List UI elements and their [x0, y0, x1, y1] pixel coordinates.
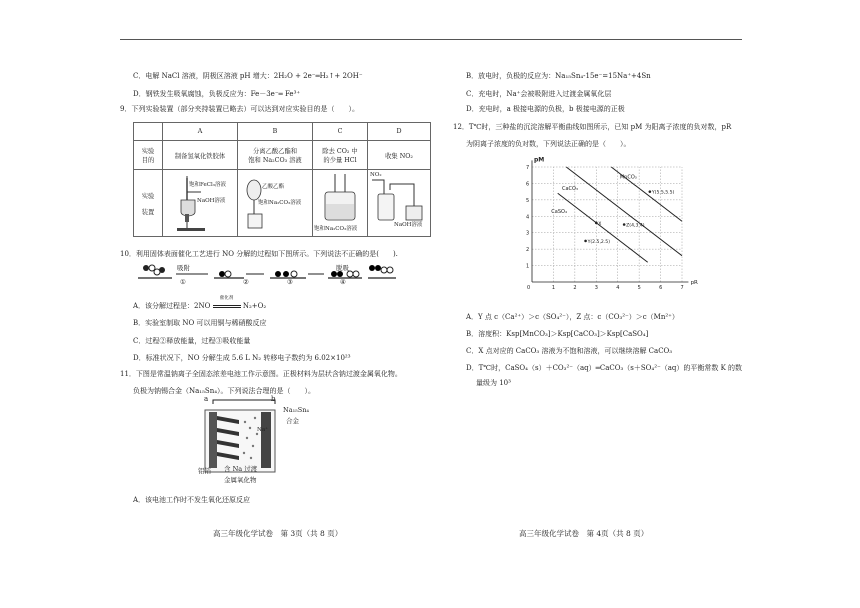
q11-option-a: A．该电池工作时不发生氧化还原反应: [133, 496, 251, 504]
step-2: ②: [243, 278, 249, 286]
q12-option-d-line1: D．T℃时，CaSO₄（s）＋CO₃²⁻（aq）═CaCO₃（s＋SO₄²⁻（aq）的平衡常数 K 的数: [466, 364, 743, 372]
alloy-label: Na₁₅Sn₄: [283, 406, 310, 414]
q11-option-b: B．放电时，负极的反应为：Na₁₅Sn₄-15e⁻=15Na⁺+4Sn: [466, 72, 651, 80]
row-label-purpose: 实验 目的: [134, 141, 163, 170]
x-tick-label: 5: [637, 285, 641, 291]
data-point-label: Y(5.5,5.5): [651, 190, 675, 196]
electrode-b-label: b: [271, 395, 276, 403]
y-axis-label: pM: [534, 156, 545, 164]
q10-stem: 10．利用固体表面催化工艺进行 NO 分解的过程如下图所示。下列说法不正确的是( ).: [120, 250, 398, 258]
q12-option-c: C．X 点对应的 CaCO₃ 溶液为不饱和溶液，可以继续溶解 CaCO₃: [466, 347, 673, 355]
step-desorb-label: 脱吸: [336, 264, 349, 272]
series-label: CaSO₄: [551, 209, 567, 215]
oxide-label-1: 含 Na 过渡: [224, 465, 258, 473]
q8-option-d: D．钢铁发生吸氧腐蚀，负极反应为：Fe－3e⁻═ Fe³⁺: [133, 90, 301, 98]
electrode-a-label: a: [204, 395, 209, 403]
purpose-a: 制备氢氧化铁胶体: [163, 141, 238, 170]
apparatus-a: [163, 170, 238, 237]
apparatus-c-drawing: [315, 170, 365, 234]
label-no2: NO₂: [370, 172, 382, 178]
label-fecl3: 饱和FeCl₃溶液: [189, 182, 226, 188]
ion-label: Na⁺: [257, 427, 268, 433]
purpose-b: 分离乙酸乙酯和 饱和 Na₂CO₃ 溶液: [238, 141, 313, 170]
q8-option-c: C．电解 NaCl 溶液，阴极区溶液 pH 增大：2H₂O + 2e⁻═H₂↑+ 2OH⁻: [133, 72, 363, 80]
x-tick-label: 7: [680, 285, 684, 291]
q12-option-a: A．Y 点 c（Ca²⁺）＞c（SO₄²⁻），Z 点：c（CO₃²⁻）＞c（Mn²⁺）: [466, 313, 679, 321]
oxide-label-2: 金属氧化物: [224, 476, 257, 484]
q10-option-c: C．过程②释放能量，过程③吸收能量: [133, 337, 251, 345]
q12-stem-line2: 为阴离子浓度的负对数，下列说法正确的是（ ）。: [466, 140, 631, 148]
q11-option-d: D．充电时，a 极接电源的负极，b 极接电源的正极: [466, 105, 625, 113]
q12-option-d-line2: 量级为 10³: [476, 379, 511, 387]
foil-label: 铝箔: [198, 467, 211, 475]
table-corner: [134, 123, 163, 141]
y-tick-label: 2: [526, 247, 530, 254]
series-label: CaCO₃: [562, 186, 578, 192]
x-tick-label: 1: [551, 285, 556, 291]
x-tick-label: 3: [594, 285, 598, 291]
x-axis-label: pR: [690, 280, 698, 286]
apparatus-b: [238, 170, 313, 237]
step-adsorb-label: 吸附: [177, 264, 190, 272]
q9-stem: 9．下列实验装置（部分夹持装置已略去）可以达到对应实验目的是（ ）。: [120, 105, 359, 113]
x-tick-label: 6: [659, 285, 663, 291]
table-header-c: C: [313, 123, 368, 141]
data-point: [584, 240, 587, 243]
data-point-label: X: [598, 221, 602, 227]
q10-option-a: A．该分解过程是：2NO 催化剂 N₂+O₂: [133, 296, 267, 310]
step-4: ④: [340, 278, 346, 286]
table-header-a: A: [163, 123, 238, 141]
label-naoh: NaOH溶液: [197, 198, 226, 204]
label-ethyl-acetate: 乙酸乙酯: [262, 184, 285, 190]
y-tick-label: 1: [526, 263, 530, 270]
q11-stem-line2: 负极为钠锡合金（Na₁₅Sn₄）。下列说法合理的是（ ）。: [133, 387, 316, 395]
q10-option-d: D．标准状况下，NO 分解生成 5.6 L N₂ 转移电子数约为 6.02×10²³: [133, 354, 351, 362]
x-tick-label: 0: [527, 285, 531, 291]
right-footer: 高三年级化学试卷 第 4页（共 8 页）: [519, 529, 649, 538]
apparatus-d: [368, 170, 431, 237]
y-tick-label: 4: [526, 214, 530, 221]
alloy-label-2: 合金: [286, 417, 299, 425]
label-na2co3-b: 饱和Na₂CO₃溶液: [258, 200, 302, 206]
x-tick-label: 2: [573, 285, 577, 291]
row-label-apparatus: 实验 装置: [134, 170, 163, 237]
q11-stem-line1: 11．下图是常温钠离子全固态浓差电池工作示意图。正极材料为层状含钠过渡金属氧化物。: [120, 370, 402, 378]
table-header-d: D: [368, 123, 431, 141]
catalyst-label: 催化剂: [219, 296, 234, 301]
step-1: ①: [180, 278, 186, 286]
q10-option-b: B．实验室制取 NO 可以用铜与稀硝酸反应: [133, 319, 267, 327]
q12-option-b: B．溶度积：Ksp[MnCO₃]＞Ksp[CaCO₃]＞Ksp[CaSO₄]: [466, 330, 649, 338]
label-naoh-d: NaOH溶液: [394, 222, 423, 228]
x-tick-label: 4: [616, 285, 620, 291]
y-tick-label: 5: [526, 197, 530, 204]
data-point-label: Y(2.5,2.5): [587, 239, 611, 245]
data-point: [595, 222, 598, 225]
y-tick-label: 7: [526, 165, 530, 171]
data-point-label: Z(4,3.4): [626, 223, 645, 229]
header-rule: [120, 39, 742, 40]
series-label: MnCO₃: [619, 174, 637, 181]
solubility-chart: [512, 155, 698, 295]
q12-stem-line1: 12．T℃时，三种盐的沉淀溶解平衡曲线如图所示，已知 pM 为阳离子浓度的负对数，pR: [453, 123, 732, 131]
q10-process-diagram: [136, 262, 398, 290]
label-na2co3-c: 饱和Na₂CO₃溶液: [314, 226, 358, 232]
step-3: ③: [287, 278, 293, 286]
left-footer: 高三年级化学试卷 第 3页（共 8 页）: [213, 529, 343, 538]
table-header-b: B: [238, 123, 313, 141]
data-point: [649, 190, 652, 193]
q9-table: [133, 122, 431, 237]
data-point: [623, 223, 626, 226]
purpose-d: 收集 NO₂: [368, 141, 431, 170]
purpose-c: 除去 CO₂ 中 的少量 HCl: [313, 141, 368, 170]
q11-option-c: C．充电时，Na⁺会被吸附进入过渡金属氧化层: [466, 90, 612, 98]
apparatus-c: [313, 170, 368, 237]
y-tick-label: 6: [526, 181, 530, 188]
y-tick-label: 3: [526, 230, 530, 237]
